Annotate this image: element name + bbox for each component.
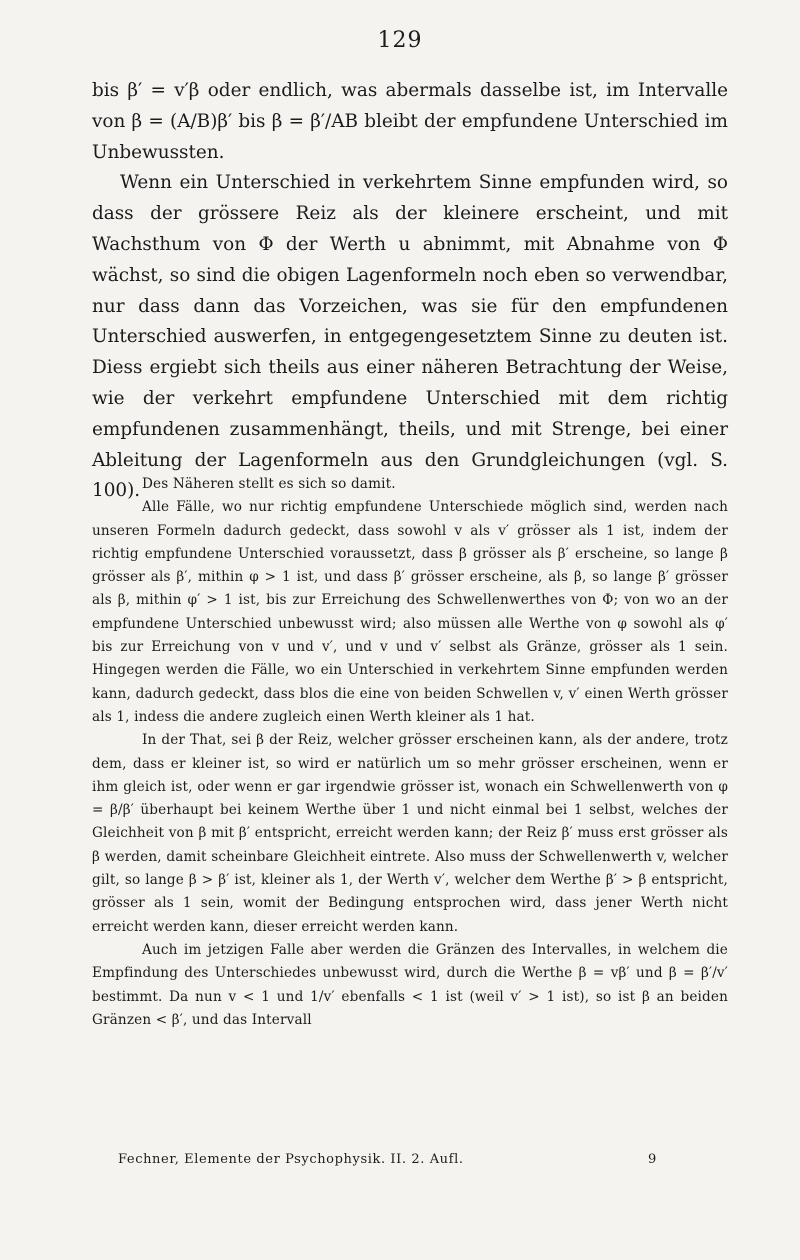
paragraph-2: Wenn ein Unterschied in verkehrtem Sinne empfunden wird, so dass der grössere Reiz als der kleinere erscheint, und mit Wachsthum von Φ der Werth u abnimmt, mit Abnahme von Φ wächst, so sind die obigen Lagenformeln noch eben so verwendbar, nur dass dann das Vorzeichen, was sie für den empfundenen Unterschied auswerfen, in entgegengesetztem Sinne zu deuten ist. Diess ergiebt sich theils aus einer näheren Betrachtung der Weise, wie der verkehrt empfundene Unterschied mit dem richtig empfundenen zusammenhängt, theils, und mit Strenge, bei einer Ableitung der Lagenformeln aus den Grundgleichungen (vgl. S. 100). [92, 172, 728, 502]
paragraph-1: bis β′ = v′β oder endlich, was abermals dasselbe ist, im Intervalle von β = (A/B)β′ bis β = β′/AB bleibt der empfundene Unterschied im Unbewussten. [92, 80, 728, 163]
footer-source: Fechner, Elemente der Psychophysik. II. 2. Aufl. [118, 1152, 464, 1167]
note-paragraph-4: Auch im jetzigen Falle aber werden die Gränzen des Intervalles, in welchem die Empfindung des Unterschiedes unbewusst wird, durch die Werthe β = vβ′ und β = β′/v′ bestimmt. Da nun v < 1 und 1/v′ ebenfalls < 1 ist (weil v′ > 1 ist), so ist β an beiden Gränzen < β′, und das Intervall [92, 941, 728, 1028]
note-text [92, 473, 728, 1032]
signature-mark: 9 [648, 1152, 657, 1167]
note-paragraph-2: Alle Fälle, wo nur richtig empfundene Unterschiede möglich sind, werden nach unseren Formeln dadurch gedeckt, dass sowohl v als v′ grösser als 1 ist, indem der richtig empfundene Unterschied voraussetzt, dass β grösser als β′ erscheine, so lange β grösser als β′, mithin φ > 1 ist, und dass β′ grösser erscheine, als β, so lange β′ grösser als β, mithin φ′ > 1 ist, bis zur Erreichung des Schwellenwerthes von Φ; von wo an der empfundene Unterschied unbewusst wird; also müssen alle Werthe von φ sowohl als φ′ bis zur Erreichung von v und v′, und v und v′ selbst als Gränze, grösser als 1 sein. Hingegen werden die Fälle, wo ein Unterschied in verkehrtem Sinne empfunden werden kann, dadurch gedeckt, dass blos die eine von beiden Schwellen v, v′ einen Werth grösser als 1, indess die andere zugleich einen Werth kleiner als 1 hat. [92, 499, 728, 725]
page-number: 129 [377, 28, 423, 53]
page-footer [118, 1152, 678, 1167]
note-paragraph-3: In der That, sei β der Reiz, welcher grösser erscheinen kann, als der andere, trotz dem, dass er kleiner ist, so wird er natürlich um so mehr grösser erscheinen, wenn er ihm gleich ist, oder wenn er gar irgendwie grösser ist, wonach ein Schwellenwerth von φ = β/β′ überhaupt bei keinem Werthe über 1 und nicht einmal bei 1 selbst, welches der Gleichheit von β mit β′ entspricht, erreicht werden kann; der Reiz β′ muss erst grösser als β werden, damit scheinbare Gleichheit eintrete. Also muss der Schwellenwerth v, welcher gilt, so lange β > β′ ist, kleiner als 1, der Werth v′, welcher dem Werthe β′ > β entspricht, grösser als 1 sein, womit der Bedingung entsprochen wird, dass jener Werth nicht erreicht werden kann, dieser erreicht werden kann. [92, 732, 728, 935]
note-paragraph-1: Des Näheren stellt es sich so damit. [142, 476, 396, 492]
main-text [92, 76, 728, 507]
